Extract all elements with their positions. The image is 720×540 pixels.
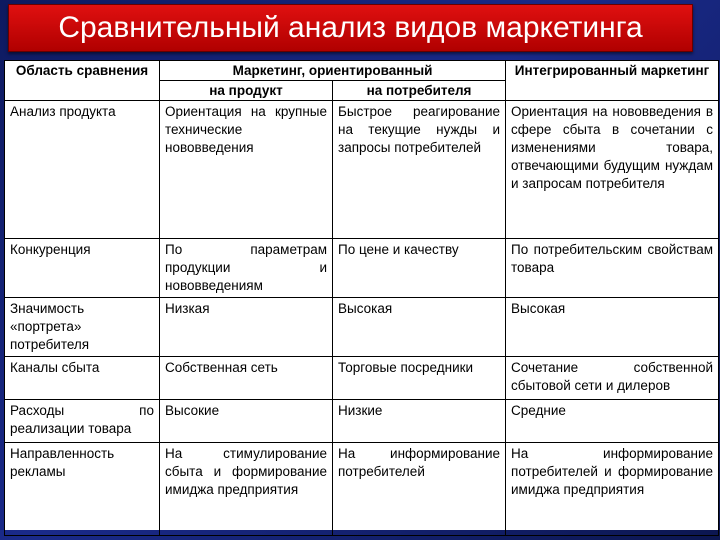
- cell-area: Каналы сбыта: [5, 357, 160, 400]
- cell-consumer: Быстрое реагирование на текущие нужды и запросы потребителей: [333, 101, 506, 239]
- table-row: [5, 357, 719, 400]
- cell-consumer: Высокая: [333, 298, 506, 357]
- cell-product: Ориентация на крупные технические нововведения: [160, 101, 333, 239]
- cell-area: Конкуренция: [5, 239, 160, 298]
- table-row: [5, 443, 719, 536]
- cell-area: Анализ продукта: [5, 101, 160, 239]
- header-comparison-area: Область сравнения: [5, 61, 160, 101]
- table-row: [5, 239, 719, 298]
- cell-area: Расходы по реализации товара: [5, 400, 160, 443]
- header-row-1: [5, 61, 719, 81]
- cell-product: По параметрам продукции и нововведениям: [160, 239, 333, 298]
- table-row: [5, 101, 719, 239]
- cell-integrated: Ориентация на нововведения в сфере сбыта в сочетании с изменениями товара, отвечающими будущим нуждам и запросам потребителя: [506, 101, 719, 239]
- comparison-table: [4, 60, 719, 536]
- cell-product: Высокие: [160, 400, 333, 443]
- table-row: [5, 298, 719, 357]
- cell-consumer: По цене и качеству: [333, 239, 506, 298]
- cell-consumer: Низкие: [333, 400, 506, 443]
- slide-title: Сравнительный анализ видов маркетинга: [8, 4, 693, 52]
- cell-integrated: По потребительским свойствам товара: [506, 239, 719, 298]
- cell-integrated: На информирование потребителей и формирование имиджа предприятия: [506, 443, 719, 536]
- cell-integrated: Средние: [506, 400, 719, 443]
- header-product-oriented: на продукт: [160, 81, 333, 101]
- cell-area: Направленность рекламы: [5, 443, 160, 536]
- cell-product: Низкая: [160, 298, 333, 357]
- cell-consumer: На информирование потребителей: [333, 443, 506, 536]
- cell-integrated: Сочетание собственной сбытовой сети и дилеров: [506, 357, 719, 400]
- cell-product: Собственная сеть: [160, 357, 333, 400]
- cell-area: Значимость «портрета» потребителя: [5, 298, 160, 357]
- cell-consumer: Торговые посредники: [333, 357, 506, 400]
- cell-product: На стимулирование сбыта и формирование имиджа предприятия: [160, 443, 333, 536]
- header-integrated-marketing: Интегрированный маркетинг: [506, 61, 719, 101]
- header-consumer-oriented: на потребителя: [333, 81, 506, 101]
- comparison-table-container: [4, 60, 718, 530]
- header-oriented-marketing: Маркетинг, ориентированный: [160, 61, 506, 81]
- cell-integrated: Высокая: [506, 298, 719, 357]
- table-row: [5, 400, 719, 443]
